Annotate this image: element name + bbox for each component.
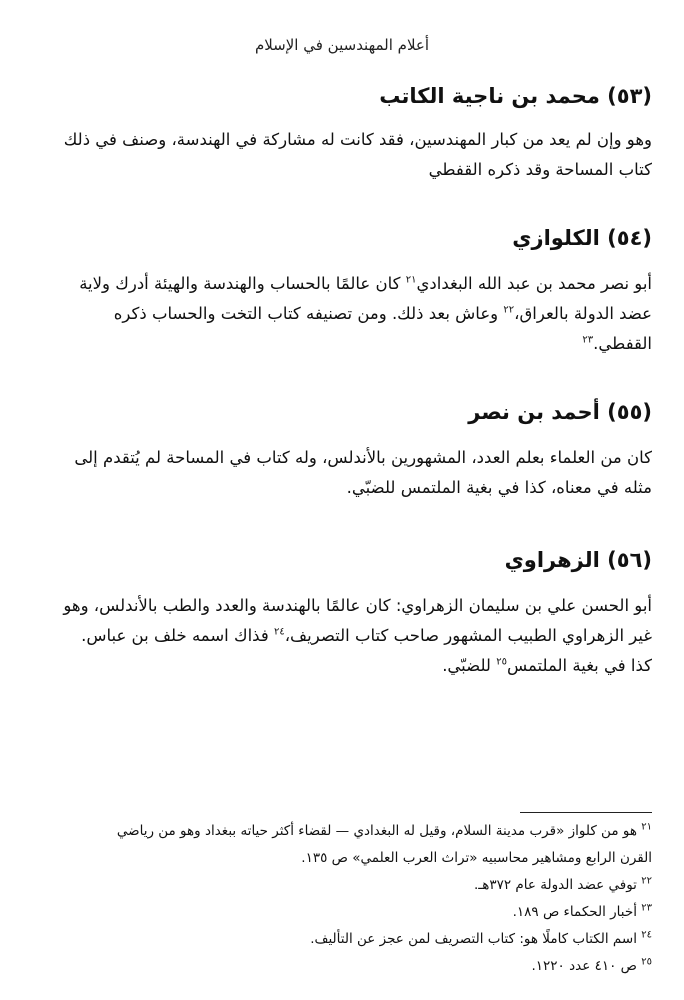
footnote-24: [32, 926, 652, 953]
footnote-ref: ٢٣: [582, 334, 594, 346]
footnote-number: ٢٤: [641, 929, 652, 941]
footnote-number: ٢١: [641, 821, 652, 833]
body-line: وهو وإن لم يعد من كبار المهندسين، فقد كانت له مشاركة في الهندسة، وصنف في ذلك: [63, 130, 652, 150]
footnote-ref: ٢٢: [503, 304, 515, 316]
footnote-number: ٢٥: [641, 956, 652, 968]
footnote-22: [32, 872, 652, 899]
entry-54: [32, 226, 652, 359]
body-line: أبو الحسن علي بن سليمان الزهراوي: كان عالمًا بالهندسة والعدد والطب بالأندلس، وهو: [63, 596, 652, 616]
running-header: أعلام المهندسين في الإسلام: [254, 36, 430, 54]
entry-body: [32, 591, 652, 681]
footnote-line: $^{٢٣}$ أخبار الحكماء ص ١٨٩.: [512, 902, 652, 920]
footnote-number: ٢٣: [641, 902, 652, 914]
footnote-23: [32, 899, 652, 926]
footnote-line: القرن الرابع ومشاهير محاسبيه «تراث العرب العلمي» ص ١٣٥.: [301, 850, 652, 866]
body-line: عضد الدولة بالعراق،$^{٢٢}$ وعاش بعد ذلك. ومن تصنيفه كتاب التخت والحساب ذكره: [113, 304, 652, 324]
footnote-line: $^{٢٤}$ اسم الكتاب كاملًا هو: كتاب التصريف لمن عجز عن التأليف.: [310, 929, 652, 947]
footnotes: [32, 818, 652, 980]
entry-title: (٥٤) الكلوازي: [512, 226, 652, 250]
body-line: غير الزهراوي الطبيب المشهور صاحب كتاب التصريف،$^{٢٤}$ فذاك اسمه خلف بن عباس.: [81, 626, 652, 646]
entry-title: (٥٣) محمد بن ناجية الكاتب: [379, 84, 652, 108]
entry-body: [32, 125, 652, 185]
footnote-ref: ٢٤: [273, 626, 285, 638]
footnote-line: $^{٢٢}$ توفي عضد الدولة عام ٣٧٢هـ.: [474, 875, 652, 893]
entry-55: [32, 400, 652, 503]
entry-body: [32, 443, 652, 503]
body-line: كذا في بغية الملتمس$^{٢٥}$ للضبّي.: [442, 656, 652, 676]
entry-53: [32, 84, 652, 185]
footnote-21: [32, 818, 652, 872]
entry-title: (٥٦) الزهراوي: [504, 548, 652, 572]
body-line: كتاب المساحة وقد ذكره القفطي: [428, 160, 652, 180]
footnote-line: $^{٢٥}$ ص ٤١٠ عدد ١٢٢٠.: [531, 956, 652, 974]
footnote-number: ٢٢: [641, 875, 652, 887]
footnote-separator: [520, 812, 652, 813]
entry-56: [32, 548, 652, 681]
footnote-line: $^{٢١}$ هو من كلواز «قرب مدينة السلام، وقيل له البغدادي — لقضاء أكثر حياته ببغداد وهو من رياضي: [116, 821, 652, 839]
footnote-25: [32, 953, 652, 980]
footnote-ref: ٢١: [405, 274, 417, 286]
body-line: القفطي.$^{٢٣}$: [582, 334, 652, 354]
entry-body: [32, 269, 652, 359]
body-line: أبو نصر محمد بن عبد الله البغدادي$^{٢١}$ كان عالمًا بالحساب والهندسة والهيئة أدرك ولاية: [79, 274, 652, 294]
body-line: مثله في معناه، كذا في بغية الملتمس للضبّي.: [346, 478, 652, 498]
footnote-ref: ٢٥: [496, 656, 507, 668]
body-line: كان من العلماء بعلم العدد، المشهورين بالأندلس، وله كتاب في المساحة لم يُتقدم إلى: [74, 448, 652, 468]
entry-title: (٥٥) أحمد بن نصر: [468, 400, 652, 424]
